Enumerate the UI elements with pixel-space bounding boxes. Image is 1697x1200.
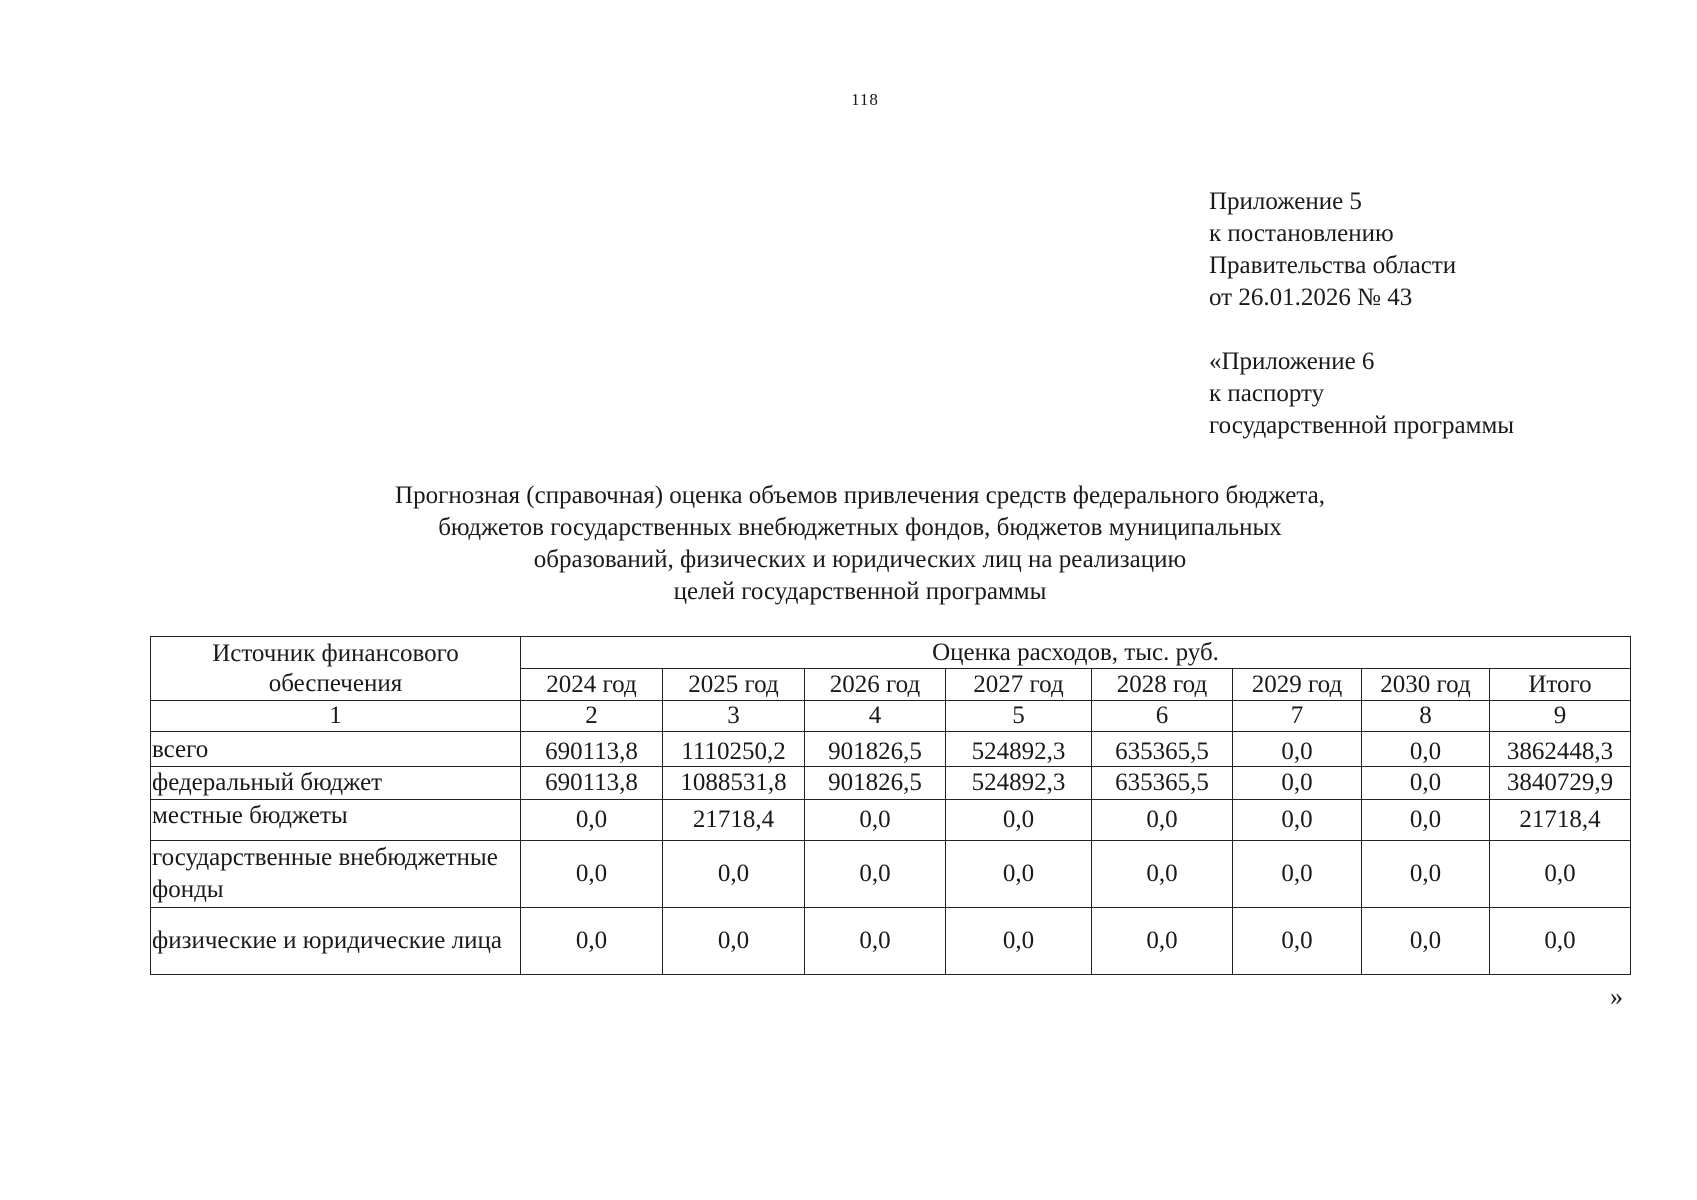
column-number-row bbox=[151, 701, 1631, 732]
table-cell: 524892,3 bbox=[946, 767, 1092, 800]
table-cell: 1110250,2 bbox=[663, 732, 805, 767]
column-number: 7 bbox=[1233, 701, 1362, 732]
page-number: 118 bbox=[851, 90, 879, 109]
column-number: 2 bbox=[521, 701, 663, 732]
table-cell: 0,0 bbox=[1233, 732, 1362, 767]
title-line: образований, физических и юридических лиц на реализацию bbox=[533, 546, 1187, 573]
table-cell: 0,0 bbox=[1362, 841, 1490, 908]
table-cell: 0,0 bbox=[805, 800, 946, 841]
expense-estimate-header: Оценка расходов, тыс. руб. bbox=[521, 637, 1631, 669]
closing-quote-mark: » bbox=[1610, 982, 1623, 1011]
table-cell: 3862448,3 bbox=[1490, 732, 1631, 767]
appendix-line: Приложение 5 bbox=[1209, 188, 1362, 215]
row-source: федеральный бюджет bbox=[151, 767, 521, 800]
table-cell: 635365,5 bbox=[1092, 732, 1233, 767]
column-header-2026: 2026 год bbox=[805, 669, 946, 701]
table-cell: 901826,5 bbox=[805, 767, 946, 800]
table-cell: 0,0 bbox=[1490, 841, 1631, 908]
table-cell: 0,0 bbox=[1092, 800, 1233, 841]
table-cell: 0,0 bbox=[1092, 841, 1233, 908]
table-cell: 0,0 bbox=[1233, 908, 1362, 975]
table-cell: 0,0 bbox=[663, 841, 805, 908]
source-column-header: Источник финансового обеспечения bbox=[151, 637, 521, 701]
table-cell: 524892,3 bbox=[946, 732, 1092, 767]
document-title bbox=[300, 480, 1420, 608]
column-number: 5 bbox=[946, 701, 1092, 732]
table-cell: 0,0 bbox=[805, 908, 946, 975]
table-cell: 0,0 bbox=[1233, 841, 1362, 908]
column-header-2025: 2025 год bbox=[663, 669, 805, 701]
table-cell: 21718,4 bbox=[1490, 800, 1631, 841]
table-cell: 0,0 bbox=[946, 800, 1092, 841]
table-cell: 21718,4 bbox=[663, 800, 805, 841]
table-cell: 3840729,9 bbox=[1490, 767, 1631, 800]
appendix-reference bbox=[1209, 186, 1456, 314]
column-number: 8 bbox=[1362, 701, 1490, 732]
appendix-line: к постановлению bbox=[1209, 220, 1394, 247]
table-cell: 0,0 bbox=[1490, 908, 1631, 975]
column-header-2028: 2028 год bbox=[1092, 669, 1233, 701]
appendix-line: государственной программы bbox=[1209, 412, 1515, 439]
appendix-line: к паспорту bbox=[1209, 380, 1325, 407]
row-source: физические и юридические лица bbox=[151, 908, 521, 975]
appendix-line: от 26.01.2026 № 43 bbox=[1209, 284, 1413, 311]
row-source: всего bbox=[151, 732, 521, 767]
title-line: Прогнозная (справочная) оценка объемов привлечения средств федерального бюджета, bbox=[395, 482, 1325, 509]
column-header-2029: 2029 год bbox=[1233, 669, 1362, 701]
column-header-2030: 2030 год bbox=[1362, 669, 1490, 701]
table-cell: 0,0 bbox=[805, 841, 946, 908]
column-number: 9 bbox=[1490, 701, 1631, 732]
table-cell: 1088531,8 bbox=[663, 767, 805, 800]
passport-appendix-reference bbox=[1209, 346, 1514, 442]
column-number: 3 bbox=[663, 701, 805, 732]
table-cell: 635365,5 bbox=[1092, 767, 1233, 800]
appendix-line: Правительства области bbox=[1209, 252, 1457, 279]
table-cell: 0,0 bbox=[1362, 732, 1490, 767]
table-row bbox=[151, 767, 1631, 800]
column-header-2027: 2027 год bbox=[946, 669, 1092, 701]
financing-table bbox=[150, 636, 1631, 975]
column-header-total: Итого bbox=[1490, 669, 1631, 701]
table-row bbox=[151, 800, 1631, 841]
table-cell: 0,0 bbox=[1092, 908, 1233, 975]
table-cell: 0,0 bbox=[1233, 767, 1362, 800]
column-number: 1 bbox=[151, 701, 521, 732]
table-row bbox=[151, 908, 1631, 975]
table-cell: 690113,8 bbox=[521, 767, 663, 800]
table-cell: 0,0 bbox=[663, 908, 805, 975]
column-header-2024: 2024 год bbox=[521, 669, 663, 701]
column-number: 6 bbox=[1092, 701, 1233, 732]
appendix-line: «Приложение 6 bbox=[1209, 348, 1375, 375]
table-cell: 0,0 bbox=[1362, 767, 1490, 800]
table-cell: 901826,5 bbox=[805, 732, 946, 767]
table-cell: 0,0 bbox=[1362, 908, 1490, 975]
table-row bbox=[151, 732, 1631, 767]
table-row bbox=[151, 841, 1631, 908]
table-cell: 0,0 bbox=[946, 841, 1092, 908]
table-cell: 0,0 bbox=[521, 800, 663, 841]
row-source: государственные внебюджетные фонды bbox=[151, 841, 521, 908]
title-line: бюджетов государственных внебюджетных фондов, бюджетов муниципальных bbox=[438, 514, 1282, 541]
table-cell: 690113,8 bbox=[521, 732, 663, 767]
table-cell: 0,0 bbox=[946, 908, 1092, 975]
table-cell: 0,0 bbox=[521, 908, 663, 975]
column-number: 4 bbox=[805, 701, 946, 732]
title-line: целей государственной программы bbox=[673, 578, 1047, 605]
table-cell: 0,0 bbox=[521, 841, 663, 908]
table-cell: 0,0 bbox=[1362, 800, 1490, 841]
table-cell: 0,0 bbox=[1233, 800, 1362, 841]
row-source: местные бюджеты bbox=[151, 800, 521, 841]
